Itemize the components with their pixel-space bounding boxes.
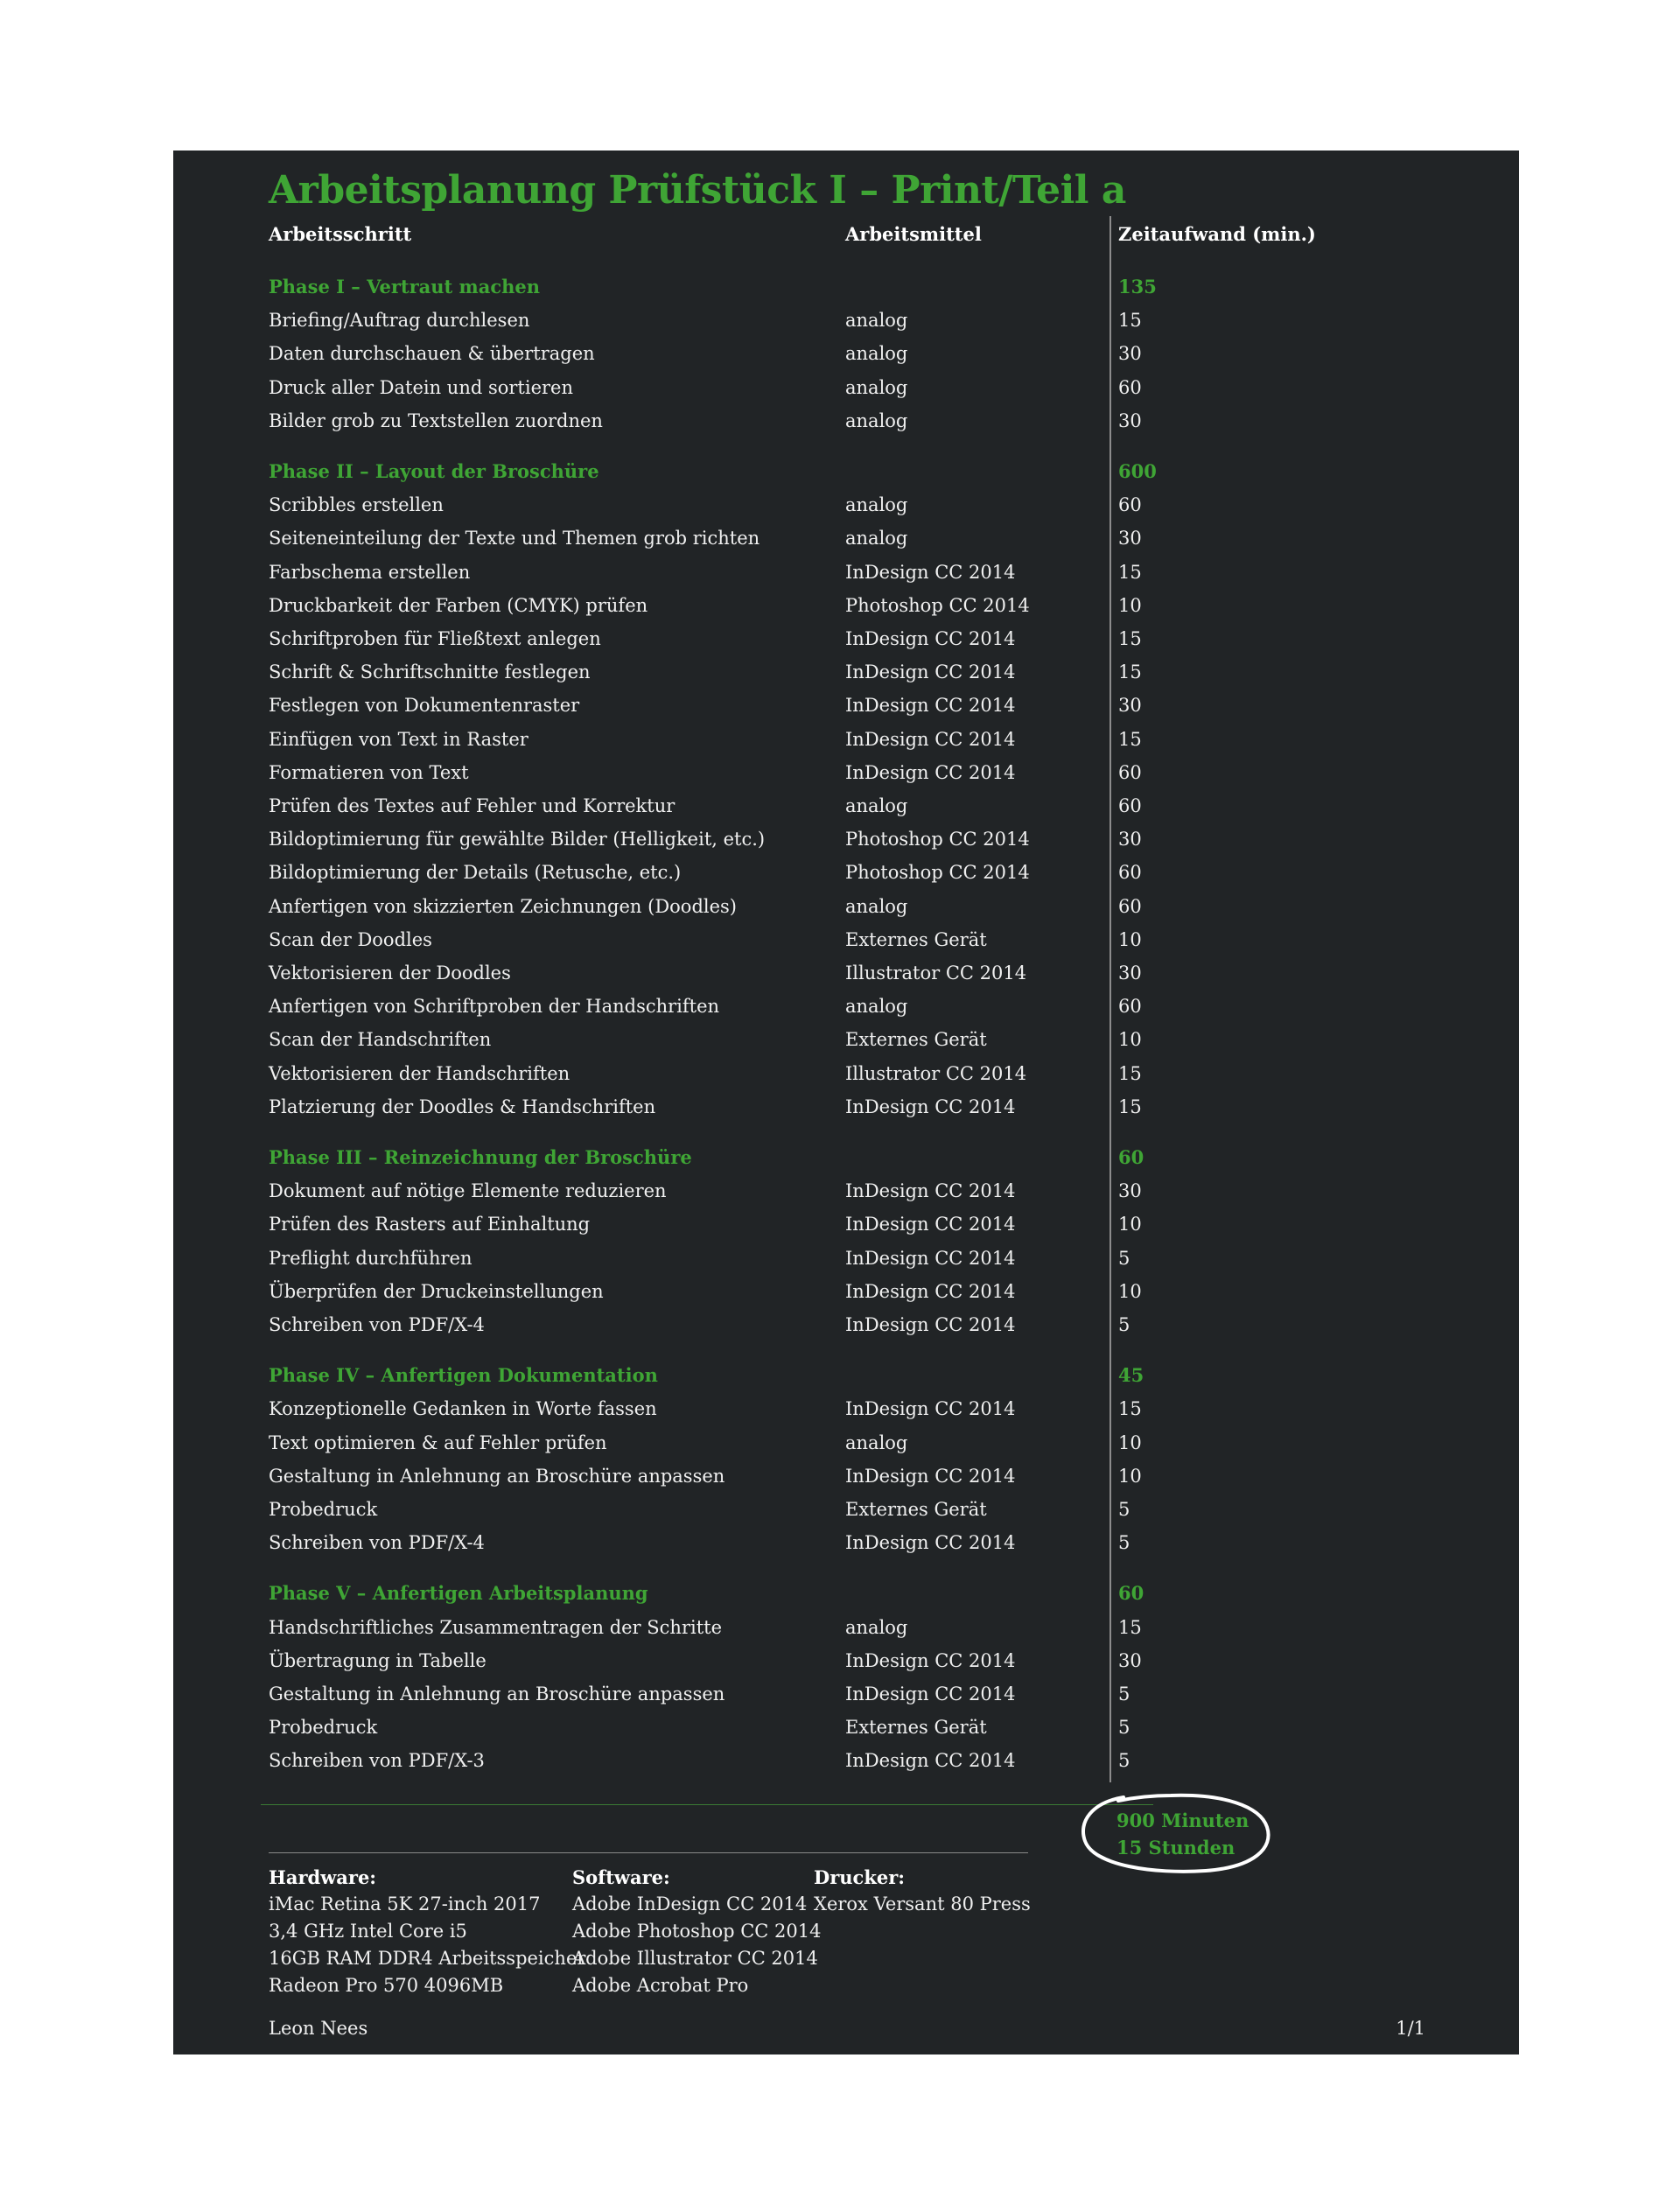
software-label: Software:	[572, 1866, 670, 1888]
step-cell: Schreiben von PDF/X-4	[269, 1532, 485, 1554]
table-row	[173, 789, 1519, 822]
tool-cell: Externes Gerät	[845, 1029, 987, 1051]
page-number: 1/1	[1396, 2018, 1425, 2039]
tool-cell: InDesign CC 2014	[845, 561, 1016, 583]
table-row	[173, 1242, 1519, 1275]
tool-cell: InDesign CC 2014	[845, 1649, 1016, 1671]
tool-cell: Photoshop CC 2014	[845, 829, 1030, 850]
time-cell: 15	[1118, 1096, 1142, 1117]
table-row	[173, 756, 1519, 789]
table-row	[173, 488, 1519, 522]
total-hours: 15 Stunden	[1116, 1837, 1236, 1858]
work-plan-sheet	[173, 150, 1519, 2054]
tool-cell: analog	[845, 528, 908, 550]
table-row	[173, 589, 1519, 622]
phase-header-row	[173, 455, 1519, 488]
step-cell: Überprüfen der Druckeinstellungen	[269, 1280, 604, 1302]
time-cell: 15	[1118, 561, 1142, 583]
table-row	[173, 856, 1519, 889]
tool-cell: InDesign CC 2014	[845, 628, 1016, 649]
table-row	[173, 1174, 1519, 1208]
table-row	[173, 622, 1519, 655]
table-row	[173, 923, 1519, 956]
step-cell: Scan der Handschriften	[269, 1029, 492, 1051]
tool-cell: analog	[845, 996, 908, 1018]
step-cell: Gestaltung in Anlehnung an Broschüre anpassen	[269, 1684, 725, 1704]
time-cell: 10	[1118, 1029, 1142, 1051]
hardware-line: Radeon Pro 570 4096MB	[269, 1975, 504, 1996]
tool-cell: analog	[845, 310, 908, 332]
phase-total: 135	[1118, 276, 1157, 298]
tool-cell: InDesign CC 2014	[845, 1180, 1016, 1202]
tool-cell: analog	[845, 1616, 908, 1638]
table-row	[173, 1744, 1519, 1777]
tool-cell: InDesign CC 2014	[845, 728, 1016, 750]
time-cell: 10	[1118, 1465, 1142, 1487]
time-cell: 5	[1118, 1717, 1130, 1739]
phase-title: Phase V – Anfertigen Arbeitsplanung	[269, 1582, 648, 1605]
time-cell: 10	[1118, 928, 1142, 950]
tool-cell: Photoshop CC 2014	[845, 862, 1030, 884]
column-header-step: Arbeitsschritt	[269, 223, 412, 245]
tool-cell: InDesign CC 2014	[845, 662, 1016, 683]
tool-cell: InDesign CC 2014	[845, 1247, 1016, 1269]
step-cell: Druck aller Datein und sortieren	[269, 376, 573, 398]
phase-total: 60	[1118, 1146, 1144, 1168]
tool-cell: analog	[845, 410, 908, 431]
step-cell: Bilder grob zu Textstellen zuordnen	[269, 410, 603, 431]
step-cell: Scribbles erstellen	[269, 494, 444, 516]
time-cell: 30	[1118, 1180, 1142, 1202]
phase-title: Phase II – Layout der Broschüre	[269, 460, 599, 482]
tool-cell: analog	[845, 376, 908, 398]
time-cell: 60	[1118, 494, 1142, 516]
step-cell: Probedruck	[269, 1499, 378, 1520]
printer-info	[814, 1864, 1031, 1918]
table-row	[173, 337, 1519, 370]
time-cell: 30	[1118, 695, 1142, 717]
time-cell: 15	[1118, 1398, 1142, 1420]
software-info	[572, 1864, 822, 1999]
time-cell: 30	[1118, 829, 1142, 850]
table-row	[173, 689, 1519, 722]
tool-cell: Externes Gerät	[845, 1717, 987, 1739]
software-line: Adobe Photoshop CC 2014	[572, 1921, 822, 1942]
step-cell: Schrift & Schriftschnitte festlegen	[269, 662, 591, 683]
table-row	[173, 556, 1519, 589]
printer-line: Xerox Versant 80 Press	[814, 1894, 1031, 1914]
step-cell: Briefing/Auftrag durchlesen	[269, 310, 530, 332]
table-row	[173, 655, 1519, 689]
table-row	[173, 1090, 1519, 1124]
time-cell: 5	[1118, 1684, 1130, 1704]
time-cell: 15	[1118, 1062, 1142, 1084]
table-row	[173, 1023, 1519, 1056]
tool-cell: InDesign CC 2014	[845, 1280, 1016, 1302]
phase-total: 60	[1118, 1582, 1144, 1605]
step-cell: Einfügen von Text in Raster	[269, 728, 528, 750]
tool-cell: InDesign CC 2014	[845, 1214, 1016, 1236]
software-line: Adobe InDesign CC 2014	[572, 1894, 808, 1914]
page-title: Arbeitsplanung Prüfstück I – Print/Teil a	[269, 168, 1126, 213]
table-row	[173, 1644, 1519, 1677]
table-row	[173, 723, 1519, 756]
hardware-line: iMac Retina 5K 27-inch 2017	[269, 1894, 541, 1914]
tool-cell: InDesign CC 2014	[845, 1532, 1016, 1554]
phase-header-row	[173, 1141, 1519, 1174]
tool-cell: InDesign CC 2014	[845, 1314, 1016, 1335]
table-row	[173, 1460, 1519, 1493]
step-cell: Festlegen von Dokumentenraster	[269, 695, 580, 717]
tool-cell: analog	[845, 1432, 908, 1453]
table-row	[173, 956, 1519, 990]
time-cell: 60	[1118, 862, 1142, 884]
step-cell: Text optimieren & auf Fehler prüfen	[269, 1432, 607, 1453]
time-cell: 60	[1118, 761, 1142, 783]
phase-title: Phase IV – Anfertigen Dokumentation	[269, 1364, 658, 1387]
hardware-line: 3,4 GHz Intel Core i5	[269, 1921, 467, 1942]
table-row	[173, 1208, 1519, 1241]
time-cell: 10	[1118, 1214, 1142, 1236]
footer-rule	[269, 1852, 1028, 1853]
table-row	[173, 1392, 1519, 1425]
hand-drawn-circle-icon	[1074, 1787, 1276, 1880]
time-cell: 60	[1118, 376, 1142, 398]
time-cell: 30	[1118, 528, 1142, 550]
step-cell: Bildoptimierung für gewählte Bilder (Helligkeit, etc.)	[269, 829, 766, 850]
tool-cell: InDesign CC 2014	[845, 695, 1016, 717]
column-header-time: Zeitaufwand (min.)	[1118, 223, 1316, 245]
tool-cell: Externes Gerät	[845, 1499, 987, 1520]
step-cell: Konzeptionelle Gedanken in Worte fassen	[269, 1398, 657, 1420]
step-cell: Schriftproben für Fließtext anlegen	[269, 628, 601, 649]
table-row	[173, 1275, 1519, 1308]
tool-cell: InDesign CC 2014	[845, 1750, 1016, 1772]
step-cell: Vektorisieren der Doodles	[269, 962, 511, 984]
hardware-line: 16GB RAM DDR4 Arbeitsspeicher	[269, 1948, 586, 1969]
table-row	[173, 890, 1519, 923]
column-header-tool: Arbeitsmittel	[845, 223, 982, 245]
step-cell: Prüfen des Textes auf Fehler und Korrektur	[269, 795, 676, 816]
time-cell: 30	[1118, 1649, 1142, 1671]
step-cell: Platzierung der Doodles & Handschriften	[269, 1096, 656, 1117]
table-row	[173, 1611, 1519, 1644]
step-cell: Dokument auf nötige Elemente reduzieren	[269, 1180, 667, 1202]
table-row	[173, 1057, 1519, 1090]
table-row	[173, 822, 1519, 856]
total-time-circled	[1074, 1787, 1276, 1880]
step-cell: Gestaltung in Anlehnung an Broschüre anpassen	[269, 1465, 725, 1487]
step-cell: Probedruck	[269, 1717, 378, 1739]
step-cell: Scan der Doodles	[269, 928, 432, 950]
step-cell: Anfertigen von Schriftproben der Handschriften	[269, 996, 720, 1018]
time-cell: 30	[1118, 343, 1142, 365]
time-cell: 10	[1118, 1432, 1142, 1453]
phase-header-row	[173, 1359, 1519, 1392]
table-row	[173, 990, 1519, 1023]
step-cell: Seiteneinteilung der Texte und Themen grob richten	[269, 528, 760, 550]
sum-rule	[261, 1804, 1153, 1805]
table-row	[173, 1711, 1519, 1744]
step-cell: Schreiben von PDF/X-3	[269, 1750, 485, 1772]
step-cell: Preflight durchführen	[269, 1247, 472, 1269]
phase-title: Phase I – Vertraut machen	[269, 276, 541, 298]
tool-cell: InDesign CC 2014	[845, 1684, 1016, 1704]
tool-cell: Illustrator CC 2014	[845, 1062, 1027, 1084]
author-name: Leon Nees	[269, 2018, 368, 2039]
time-cell: 15	[1118, 1616, 1142, 1638]
time-cell: 10	[1118, 594, 1142, 616]
tool-cell: Externes Gerät	[845, 928, 987, 950]
step-cell: Druckbarkeit der Farben (CMYK) prüfen	[269, 594, 648, 616]
step-cell: Prüfen des Rasters auf Einhaltung	[269, 1214, 591, 1236]
tool-cell: InDesign CC 2014	[845, 1398, 1016, 1420]
table-row	[173, 1308, 1519, 1341]
time-cell: 30	[1118, 962, 1142, 984]
tool-cell: analog	[845, 895, 908, 917]
table-row	[173, 371, 1519, 404]
tool-cell: analog	[845, 494, 908, 516]
step-cell: Anfertigen von skizzierten Zeichnungen (Doodles)	[269, 895, 737, 917]
time-cell: 60	[1118, 795, 1142, 816]
hardware-info	[269, 1864, 585, 1999]
time-cell: 60	[1118, 895, 1142, 917]
time-cell: 15	[1118, 728, 1142, 750]
tool-cell: InDesign CC 2014	[845, 1465, 1016, 1487]
time-cell: 30	[1118, 410, 1142, 431]
phase-header-row	[173, 1577, 1519, 1610]
step-cell: Vektorisieren der Handschriften	[269, 1062, 570, 1084]
table-row	[173, 1493, 1519, 1526]
software-line: Adobe Illustrator CC 2014	[572, 1948, 818, 1969]
tool-cell: Photoshop CC 2014	[845, 594, 1030, 616]
table-row	[173, 1677, 1519, 1711]
time-cell: 5	[1118, 1314, 1130, 1335]
time-cell: 10	[1118, 1280, 1142, 1302]
time-cell: 15	[1118, 628, 1142, 649]
time-cell: 15	[1118, 310, 1142, 332]
step-cell: Schreiben von PDF/X-4	[269, 1314, 485, 1335]
table-row	[173, 404, 1519, 438]
table-row	[173, 522, 1519, 555]
tool-cell: InDesign CC 2014	[845, 761, 1016, 783]
time-cell: 60	[1118, 996, 1142, 1018]
step-cell: Übertragung in Tabelle	[269, 1649, 486, 1671]
tool-cell: analog	[845, 343, 908, 365]
table-row	[173, 304, 1519, 337]
time-cell: 5	[1118, 1247, 1130, 1269]
step-cell: Bildoptimierung der Details (Retusche, etc.)	[269, 862, 682, 884]
phase-header-row	[173, 270, 1519, 304]
tool-cell: Illustrator CC 2014	[845, 962, 1027, 984]
total-minutes: 900 Minuten	[1116, 1810, 1250, 1831]
time-cell: 5	[1118, 1499, 1130, 1520]
software-line: Adobe Acrobat Pro	[572, 1975, 749, 1996]
tool-cell: InDesign CC 2014	[845, 1096, 1016, 1117]
table-row	[173, 1426, 1519, 1460]
time-cell: 5	[1118, 1750, 1130, 1772]
step-cell: Handschriftliches Zusammentragen der Schritte	[269, 1616, 723, 1638]
step-cell: Formatieren von Text	[269, 761, 469, 783]
time-cell: 15	[1118, 662, 1142, 683]
hardware-label: Hardware:	[269, 1866, 377, 1888]
tool-cell: analog	[845, 795, 908, 816]
printer-label: Drucker:	[814, 1866, 906, 1888]
time-cell: 5	[1118, 1532, 1130, 1554]
phase-title: Phase III – Reinzeichnung der Broschüre	[269, 1146, 692, 1168]
step-cell: Farbschema erstellen	[269, 561, 471, 583]
step-cell: Daten durchschauen & übertragen	[269, 343, 595, 365]
phase-total: 45	[1118, 1364, 1144, 1387]
table-row	[173, 1526, 1519, 1559]
phase-total: 600	[1118, 460, 1157, 482]
